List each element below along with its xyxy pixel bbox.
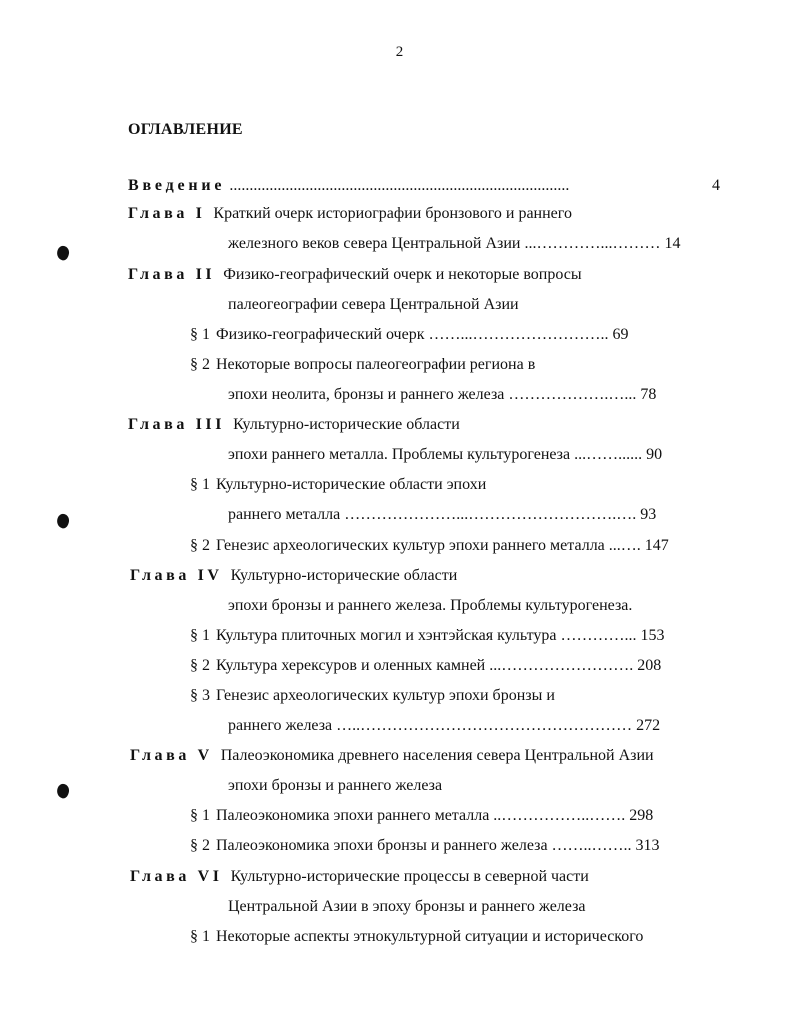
toc-entry-section: [190, 536, 669, 556]
section-title: Некоторые аспекты этнокультурной ситуации и исторического: [216, 928, 644, 945]
toc-title: ОГЛАВЛЕНИЕ: [128, 121, 243, 138]
section-number: § 1: [190, 928, 210, 945]
toc-entry-section: [190, 656, 661, 676]
section-title-cont: раннего железа …..…………………………………………… 272: [228, 717, 661, 734]
toc-entry-section: [190, 325, 628, 345]
section-title: Некоторые вопросы палеогеографии региона в: [216, 356, 536, 373]
toc-entry-chapter-4: [130, 566, 457, 586]
toc-entry-section: [190, 806, 653, 826]
section-number: § 2: [190, 657, 210, 674]
toc-entry-section: [190, 475, 486, 495]
section-number: § 1: [190, 476, 210, 493]
toc-entry-chapter-1: [128, 204, 572, 224]
chapter-title: Краткий очерк историографии бронзового и раннего: [213, 205, 572, 222]
binder-hole-mark: [55, 512, 71, 529]
chapter-label: Глава I: [128, 205, 206, 222]
toc-entry-chapter-5: [130, 746, 654, 766]
chapter-label: Глава V: [130, 747, 213, 764]
toc-entry-chapter-3: [128, 415, 460, 435]
chapter-title-cont: палеогеографии севера Центральной Азии: [228, 296, 519, 313]
chapter-title: Физико-географический очерк и некоторые вопросы: [223, 266, 582, 283]
section-number: § 1: [190, 627, 210, 644]
section-title-cont: раннего металла …………………...……………………….…. 93: [228, 506, 657, 523]
section-title: Палеоэкономика эпохи бронзы и раннего железа ……..…….. 313: [216, 837, 660, 854]
introduction-label: Введение: [128, 177, 226, 194]
toc-entry-section: [190, 836, 660, 856]
chapter-title-cont: эпохи бронзы и раннего железа: [228, 777, 443, 794]
chapter-title-cont: эпохи раннего металла. Проблемы культурогенеза ...……...... 90: [228, 446, 663, 463]
section-number: § 3: [190, 687, 210, 704]
toc-entry-chapter-6: [130, 867, 589, 887]
chapter-label: Глава IV: [130, 567, 223, 584]
section-number: § 2: [190, 356, 210, 373]
page-number: 2: [395, 44, 404, 60]
chapter-label: Глава II: [128, 266, 216, 283]
section-title: Генезис археологических культур эпохи раннего металла ...…. 147: [216, 537, 669, 554]
toc-entry-section: [190, 355, 535, 375]
chapter-title: Культурно-исторические области: [230, 567, 458, 584]
section-title: Культура херексуров и оленных камней ...……………………. 208: [216, 657, 662, 674]
chapter-title: Палеоэкономика древнего населения севера Центральной Азии: [220, 747, 654, 764]
section-title: Культура плиточных могил и хэнтэйская культура …………... 153: [216, 627, 665, 644]
section-title-cont: эпохи неолита, бронзы и раннего железа ……………….…... 78: [228, 386, 657, 403]
introduction-leader: .....................................................................................: [229, 177, 570, 194]
chapter-label: Глава VI: [130, 868, 223, 885]
section-title: Культурно-исторические области эпохи: [216, 476, 487, 493]
toc-entry-introduction: [128, 176, 569, 196]
toc-entry-section: [190, 927, 643, 947]
chapter-title: Культурно-исторические области: [233, 416, 460, 433]
chapter-title-cont: эпохи бронзы и раннего железа. Проблемы культурогенеза.: [228, 597, 633, 614]
toc-entry-chapter-2: [128, 265, 582, 285]
toc-entry-section: [190, 686, 555, 706]
toc-entry-section: [190, 626, 664, 646]
section-number: § 2: [190, 537, 210, 554]
section-title: Генезис археологических культур эпохи бронзы и: [216, 687, 555, 704]
binder-hole-mark: [55, 782, 71, 799]
introduction-page: 4: [712, 177, 720, 194]
section-number: § 1: [190, 326, 210, 343]
section-title: Палеоэкономика эпохи раннего металла ..……………..……. 298: [216, 807, 654, 824]
binder-hole-mark: [55, 244, 71, 261]
chapter-title-cont: Центральной Азии в эпоху бронзы и раннего железа: [228, 898, 586, 915]
chapter-title-cont: железного веков севера Центральной Азии ...…………...……… 14: [228, 235, 681, 252]
section-title: Физико-географический очерк ……...…………………….. 69: [216, 326, 629, 343]
section-number: § 1: [190, 807, 210, 824]
section-number: § 2: [190, 837, 210, 854]
chapter-title: Культурно-исторические процессы в северной части: [230, 868, 589, 885]
chapter-label: Глава III: [128, 416, 226, 433]
